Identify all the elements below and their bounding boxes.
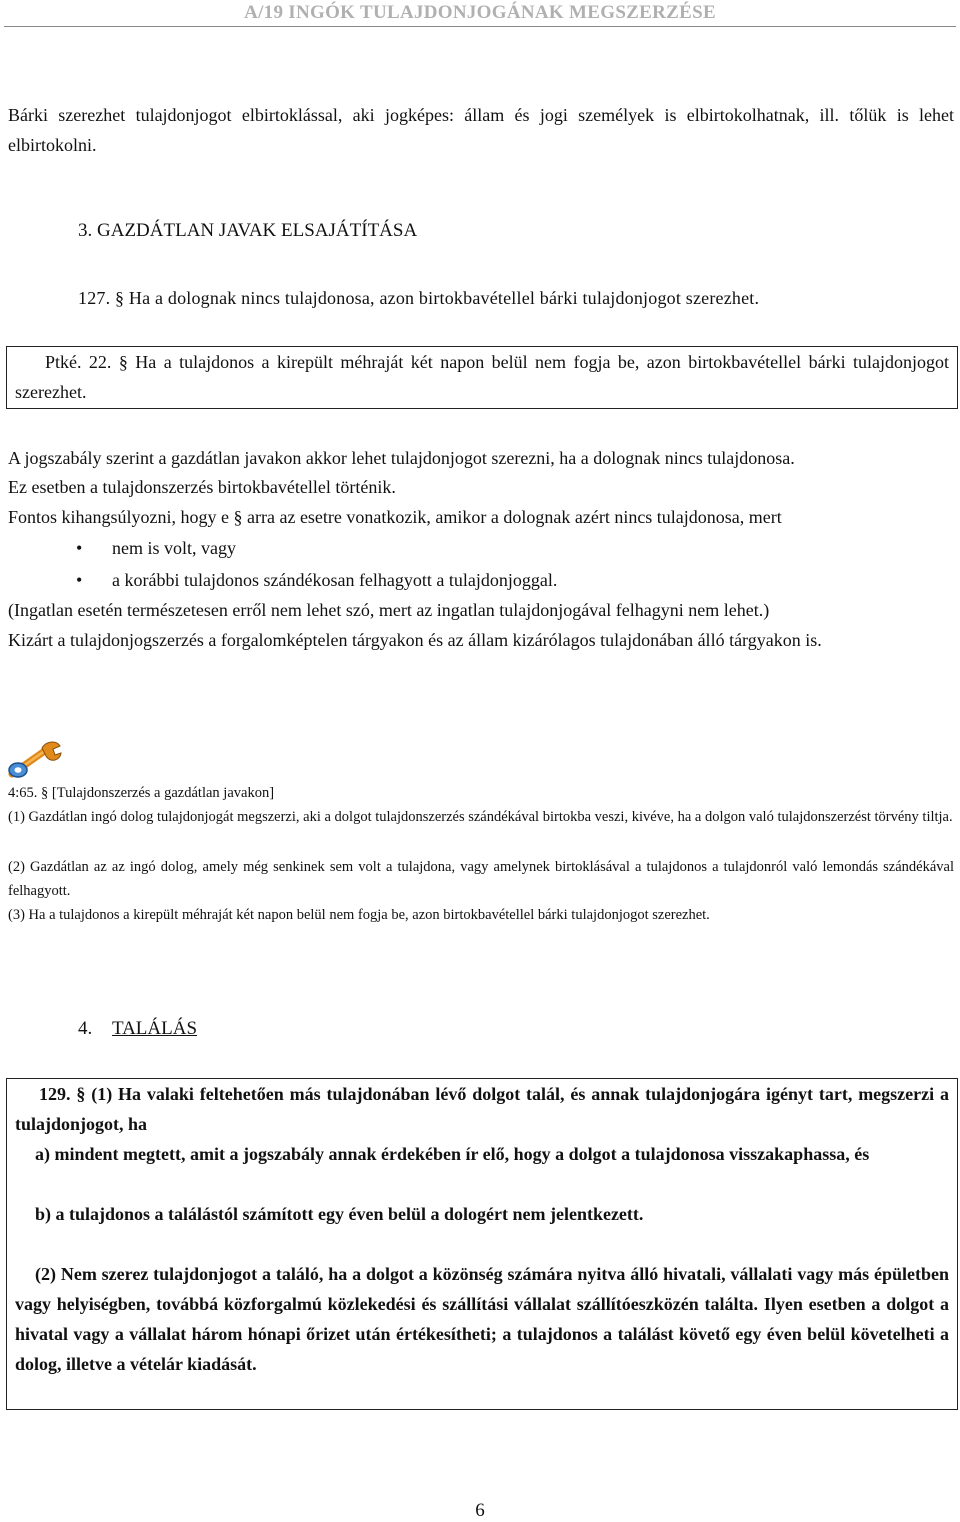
wrench-icon: [6, 738, 62, 782]
paragraph-129-a: a) mindent megtett, amit a jogszabály annak érdekében ír elő, hogy a dolgot a tulajdonosa visszakaphassa, és: [35, 1144, 870, 1164]
paragraph-129-box: [6, 1078, 958, 1410]
paragraph-3: Fontos kihangsúlyozni, hogy e § arra az esetre vonatkozik, amikor a dolognak azért nincs tulajdonosa, mert: [8, 507, 782, 527]
bullet-1-text: nem is volt, vagy: [112, 538, 236, 558]
ptk-465-item-1: (1) Gazdátlan ingó dolog tulajdonjogát megszerzi, aki a dolgot tulajdonszerzés szándékával birtokba veszi, kivéve, ha a dolgon való tulajdonszerzést törvény tiltja.: [8, 809, 953, 825]
paragraph-4: (Ingatlan esetén természetesen erről nem lehet szó, mert az ingatlan tulajdonjogával felhagyni nem lehet.): [8, 600, 770, 620]
paragraph-129-2: (2) Nem szerez tulajdonjogot a találó, ha a dolgot a közönség számára nyitva álló hivatali, vállalati vagy más épületben vagy helyiségben, továbbá közforgalmú közlekedési és szállítási vállalat szállítóeszközén találta. Ilyen esetben a dolgot a hivatal vagy a vállalat három hónapi őrizet után értékesítheti; a tulajdonos a találást követő egy éven belül követelheti a dolog, illetve a vételár kiadását.: [15, 1264, 949, 1374]
ptke-text: Ptké. 22. § Ha a tulajdonos a kirepült méhraját két napon belül nem fogja be, azon birtokbavétellel bárki tulajdonjogot szerezhet.: [15, 352, 949, 402]
paragraph-127: 127. § Ha a dolognak nincs tulajdonosa, azon birtokbavétellel bárki tulajdonjogot szerezhet.: [78, 288, 760, 308]
paragraph-2: Ez esetben a tulajdonszerzés birtokbavétellel történik.: [8, 477, 396, 497]
paragraph-129-1: 129. § (1) Ha valaki feltehetően más tulajdonában lévő dolgot talál, és annak tulajdonjogára igényt tart, megszerzi a tulajdonjogot, ha: [15, 1084, 949, 1134]
ptk-465-item-2: (2) Gazdátlan az az ingó dolog, amely még senkinek sem volt a tulajdona, vagy amelynek birtoklásával a tulajdonos a tulajdonról való lemondás szándékával felhagyott.: [8, 859, 954, 899]
bullet-2-text: a korábbi tulajdonos szándékosan felhagyott a tulajdonjoggal.: [112, 570, 558, 590]
section-4-heading: TALÁLÁS: [112, 1018, 198, 1039]
page-number: 6: [475, 1500, 485, 1521]
paragraph-5: Kizárt a tulajdonjogszerzés a forgalomképtelen tárgyakon és az állam kizárólagos tulajdonában álló tárgyakon is.: [8, 630, 822, 650]
page-header-title: A/19 INGÓK TULAJDONJOGÁNAK MEGSZERZÉSE: [244, 2, 716, 23]
bullet-1-marker: •: [76, 538, 83, 558]
bullet-2-marker: •: [76, 570, 83, 590]
ptk-465-item-3: (3) Ha a tulajdonos a kirepült méhraját két napon belül nem fogja be, azon birtokbavétellel bárki tulajdonjogot szerezhet.: [8, 907, 710, 923]
section-4-number: 4.: [78, 1018, 93, 1039]
ptk-465-title: 4:65. § [Tulajdonszerzés a gazdátlan javakon]: [8, 785, 275, 801]
section-3-heading: 3. GAZDÁTLAN JAVAK ELSAJÁTÍTÁSA: [78, 220, 418, 241]
ptke-box: [6, 346, 958, 409]
paragraph-129-b: b) a tulajdonos a találástól számított egy éven belül a dologért nem jelentkezett.: [35, 1204, 644, 1224]
header-divider: [4, 26, 956, 27]
intro-paragraph: Bárki szerezhet tulajdonjogot elbirtoklással, aki jogképes: állam és jogi személyek is elbirtokolhatnak, ill. tőlük is lehet elbirtokolni.: [8, 105, 954, 155]
paragraph-1: A jogszabály szerint a gazdátlan javakon akkor lehet tulajdonjogot szerezni, ha a dolognak nincs tulajdonosa.: [8, 448, 795, 468]
